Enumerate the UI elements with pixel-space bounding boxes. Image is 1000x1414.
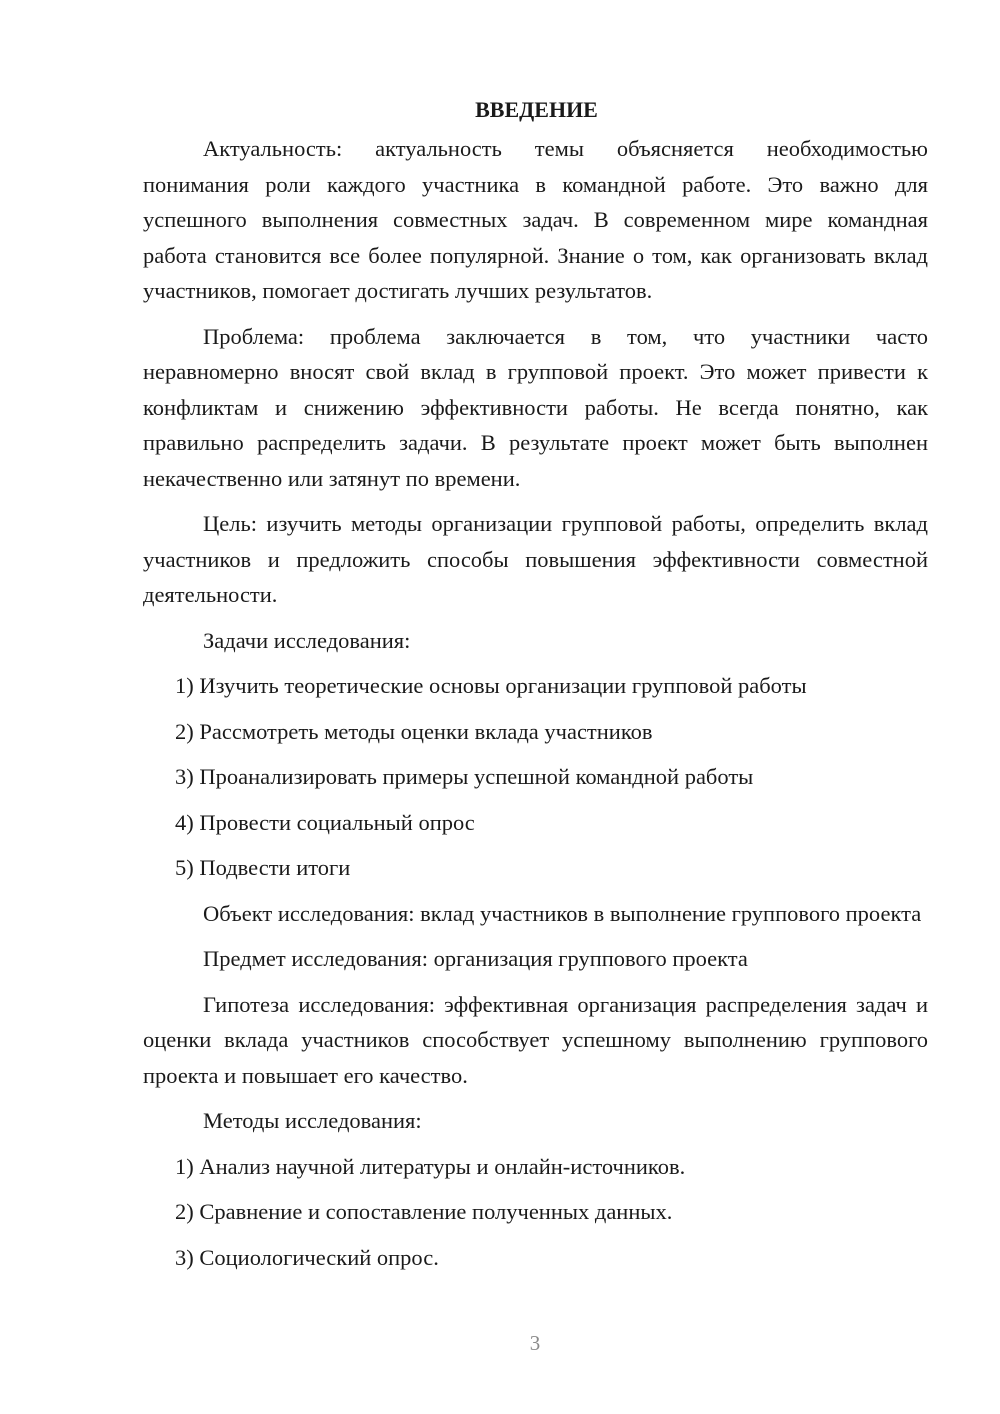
goal-paragraph: Цель: изучить методы организации групповой работы, определить вклад участников и предложить способы повышения эффективности совместной деятельности. [143,511,928,607]
task-item: 3) Проанализировать примеры успешной командной работы [175,764,754,789]
relevance-paragraph: Актуальность: актуальность темы объясняется необходимостью понимания роли каждого участника в командной работе. Это важно для успешного выполнения совместных задач. В современном мире командная работа становится все более популярной. Знание о том, как организовать вклад участников, помогает достигать лучших результатов. [143,136,928,303]
section-title: ВВЕДЕНИЕ [475,97,598,122]
subject-paragraph: Предмет исследования: организация группового проекта [203,946,748,971]
methods-heading: Методы исследования: [203,1108,422,1133]
method-item: 1) Анализ научной литературы и онлайн-источников. [175,1153,686,1179]
page-number: 3 [529,1331,541,1355]
task-item: 4) Провести социальный опрос [175,809,475,835]
object-paragraph: Объект исследования: вклад участников в выполнение группового проекта [203,900,922,926]
method-item: 2) Сравнение и сопоставление полученных данных. [175,1199,673,1224]
tasks-heading: Задачи исследования: [203,627,411,653]
hypothesis-paragraph: Гипотеза исследования: эффективная организация распределения задач и оценки вклада участников способствует успешному выполнению группового проекта и повышает его качество. [143,991,928,1088]
method-item: 3) Социологический опрос. [175,1244,439,1270]
methods-list [143,1149,928,1276]
tasks-list [143,668,928,886]
task-item: 2) Рассмотреть методы оценки вклада участников [175,718,653,744]
task-item: 1) Изучить теоретические основы организации групповой работы [175,673,807,698]
problem-paragraph: Проблема: проблема заключается в том, что участники часто неравномерно вносят свой вклад в групповой проект. Это может привести к конфликтам и снижению эффективности работы. Не всегда понятно, как правильно распределить задачи. В результате проект может быть выполнен некачественно или затянут по времени. [143,323,928,491]
document-page [143,92,928,1285]
task-item: 5) Подвести итоги [175,855,351,880]
